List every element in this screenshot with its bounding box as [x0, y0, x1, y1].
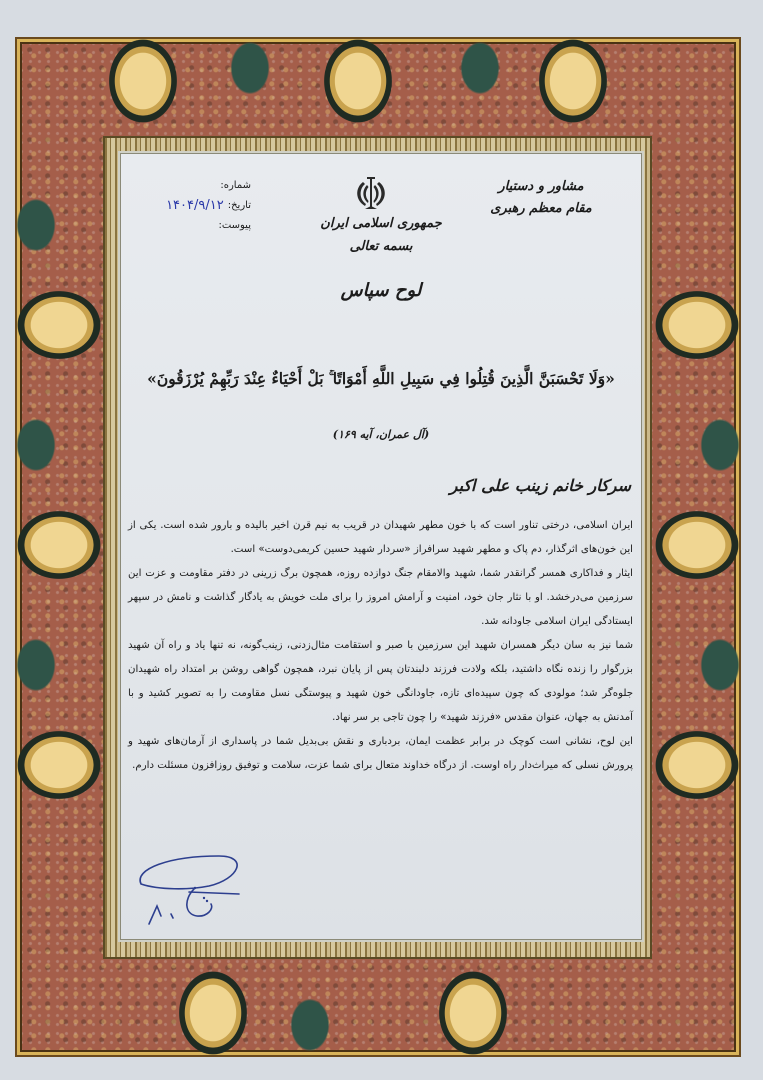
green-leaf-ornament-icon [227, 37, 273, 99]
date-label: تاریخ: [227, 200, 251, 211]
issuer-line-2: مقام معظم رهبری [490, 201, 592, 216]
medallion-ornament-icon [15, 729, 103, 801]
medallion-ornament-icon [537, 37, 609, 125]
iran-emblem-icon [351, 176, 391, 212]
medallion-ornament-icon [322, 37, 394, 125]
number-label: شماره: [220, 180, 251, 191]
body-text [128, 514, 633, 778]
green-leaf-ornament-icon [697, 634, 743, 696]
verse-reference: (آل عمران، آیه ۱۶۹) [332, 428, 430, 441]
body-paragraph-4: این لوح، نشانی است کوچک در برابر عظمت ایمان، بردباری و نقش بی‌بدیل شما در پاسداری از آرمان‌های شهید و پرورش نسلی که میراث‌دار راه اوست. از درگاه خداوند متعال برای شما عزت، سلامت و توفیق روزافزون مسئلت دارم. [128, 736, 633, 771]
handwritten-signature-icon [129, 844, 249, 934]
green-leaf-ornament-icon [13, 634, 59, 696]
document-meta [141, 176, 251, 236]
body-paragraph-1: ایران اسلامی، درختی تناور است که با خون مطهر شهیدان در قریب به نیم قرن اخیر بالیده و بارور شده است. یکی از این خون‌های اثرگذار، دم پاک و مطهر شهید سرافراز «سردار شهید حسین کریمی‌دوست» است. [128, 520, 633, 555]
bismillah: بسمه تعالی [349, 239, 413, 254]
body-paragraph-2: ایثار و فداکاری همسر گرانقدر شما، شهید والامقام جنگ دوازده روزه، همچون برگ زرینی در دفتر مقاومت و عزت این سرزمین می‌درخشد. او با نثار جان خود، امنیت و آرامش امروز را برای ملت خویش به یادگار گذاشت و نامش در سپهر ایستادگی ایران اسلامی جاودانه شد. [128, 568, 633, 627]
medallion-ornament-icon [437, 969, 509, 1057]
issuer-line-1: مشاور و دستیار [498, 179, 584, 194]
date-value: ۱۴۰۴/۹/۱۲ [166, 198, 224, 213]
green-leaf-ornament-icon [287, 994, 333, 1056]
issuer-title [481, 176, 601, 220]
recipient-name: سرکار خانم زینب علی اکبر [449, 476, 631, 495]
green-leaf-ornament-icon [13, 414, 59, 476]
medallion-ornament-icon [653, 509, 741, 581]
document-title: لوح سپاس [340, 280, 422, 301]
certificate-paper [120, 153, 642, 940]
medallion-ornament-icon [15, 509, 103, 581]
medallion-ornament-icon [177, 969, 249, 1057]
attachment-row [141, 216, 251, 236]
republic-name: جمهوری اسلامی ایران [320, 216, 442, 231]
date-row [141, 196, 251, 216]
green-leaf-ornament-icon [697, 414, 743, 476]
attachment-label: پیوست: [218, 220, 251, 231]
medallion-ornament-icon [653, 289, 741, 361]
green-leaf-ornament-icon [13, 194, 59, 256]
medallion-ornament-icon [107, 37, 179, 125]
quran-verse: «وَلَا تَحْسَبَنَّ الَّذِينَ قُتِلُوا فِي سَبِيلِ اللَّهِ أَمْوَاتًا ۚ بَلْ أَحْيَاءٌ عِنْدَ رَبِّهِمْ يُرْزَقُونَ» [147, 369, 615, 388]
number-row [141, 176, 251, 196]
medallion-ornament-icon [653, 729, 741, 801]
body-paragraph-3: شما نیز به سان دیگر همسران شهید این سرزمین با صبر و استقامت مثال‌زدنی، زینب‌گونه، نه تنها یاد و راه آن شهید بزرگوار را زنده نگاه داشتید، بلکه ولادت فرزند دلبندتان پس از پایان نبرد، همچون گواهی روشن بر امتداد راه شهیدان جلوه‌گر شد؛ مولودی که چون سپیده‌ای تازه، جاودانگی خون شهید و پیوستگی نسل مقاومت را به تصویر کشید و با آمدنش به جهان، عنوان مقدس «فرزند شهید» را چون تاجی بر سر نهاد. [128, 640, 633, 723]
medallion-ornament-icon [15, 289, 103, 361]
green-leaf-ornament-icon [457, 37, 503, 99]
